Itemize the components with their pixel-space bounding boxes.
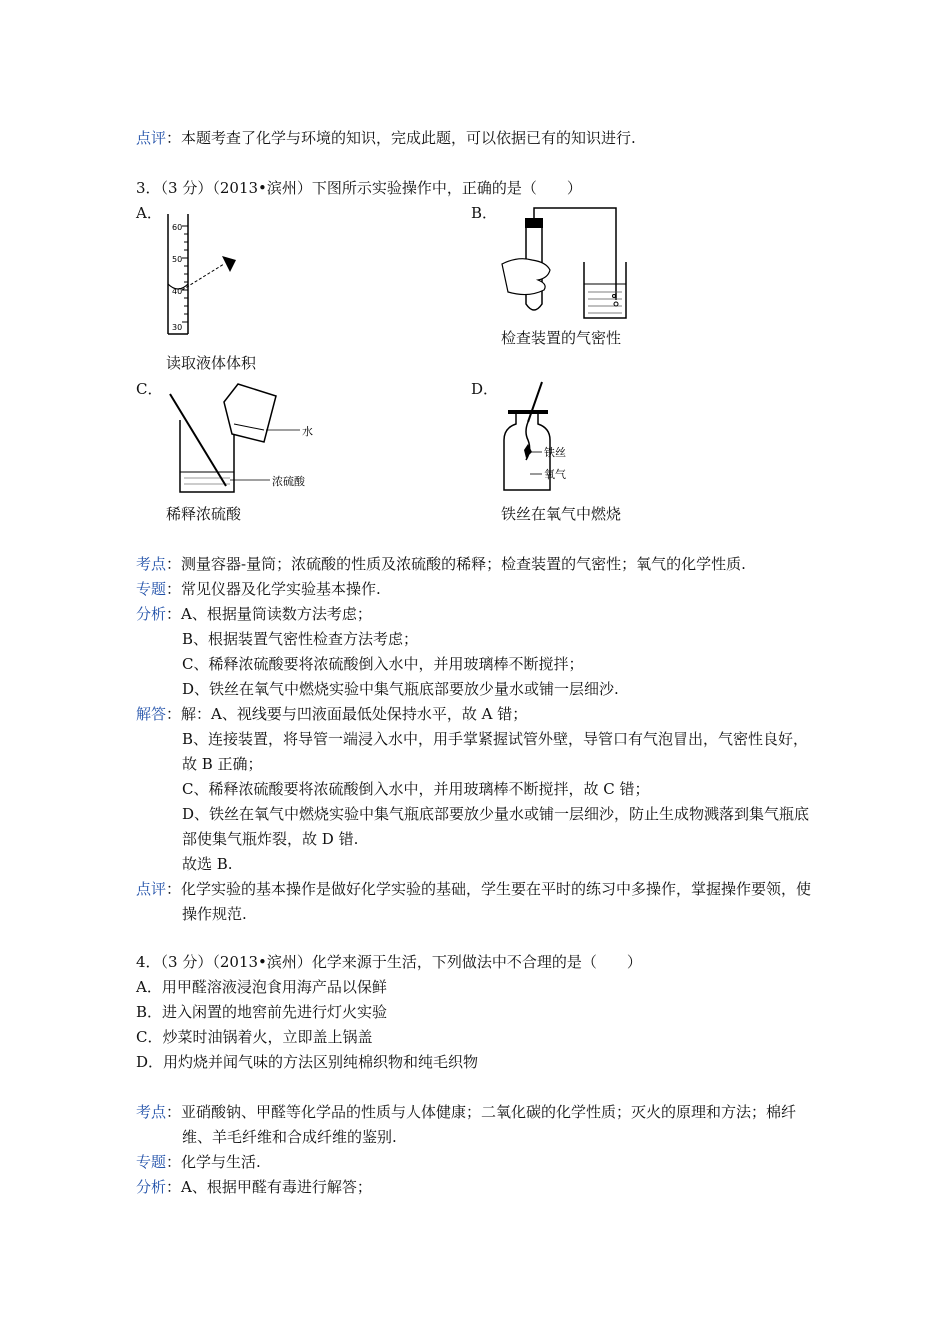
tick-label: 40 [172,287,183,296]
jieda-line: B、连接装置，将导管一端浸入水中，用手掌紧握试管外壁，导管口有气泡冒出，气密性良好，故 B 正确； [182,730,809,773]
jieda-row [136,702,816,727]
q3-caption-c: 稀释浓硫酸 [166,505,242,523]
figure-c-dilution [160,380,330,498]
zhuanti-text: ：化学与生活. [166,1153,261,1171]
tick-label: 30 [172,323,183,332]
jieda-line: D、铁丝在氧气中燃烧实验中集气瓶底部要放少量水或铺一层细沙，防止生成物溅落到集气瓶底部使集气瓶炸裂，故 D 错. [182,805,810,848]
comment-text: ：本题考查了化学与环境的知识，完成此题，可以依据已有的知识进行. [166,129,636,147]
q3-option-b-letter: B． [471,204,498,222]
top-comment [136,126,816,151]
zhuanti-label: 专题 [136,1153,167,1171]
q4-option: C．炒菜时油锅着火，立即盖上锅盖 [136,1028,373,1046]
fenxi-text: ：A、根据甲醛有毒进行解答； [166,1178,372,1196]
q4-analysis [136,1100,816,1200]
fenxi-row [136,1175,816,1200]
kaodian-text: ：亚硝酸钠、甲醛等化学品的性质与人体健康；二氧化碳的化学性质；灭火的原理和方法；棉纤维、羊毛纤维和合成纤维的鉴别. [166,1103,797,1146]
oxygen-label: 氧气 [544,468,566,481]
q3-caption-d: 铁丝在氧气中燃烧 [501,505,622,523]
fenxi-line: ：A、根据量筒读数方法考虑； [166,605,372,623]
eye-icon [222,256,236,272]
q4-stem: 4．（3 分）（2013•滨州）化学来源于生活，下列做法中不合理的是（ ） [136,953,642,971]
q3-caption-a: 读取液体体积 [166,354,257,372]
kaodian-row [136,1100,816,1150]
q3-option-c-letter: C． [136,380,163,398]
q3-caption-b: 检查装置的气密性 [501,329,622,347]
q4-block [136,950,816,1075]
q3-option-a-letter: A． [136,204,162,222]
dianping-text: ：化学实验的基本操作是做好化学实验的基础，学生要在平时的练习中多操作，掌握操作要领，使操作规范. [166,880,812,923]
figure-d-iron-wire [498,378,608,496]
comment-label: 点评 [136,129,167,147]
iron-wire-label: 铁丝 [544,446,566,459]
dianping-label: 点评 [136,880,167,898]
kaodian-row [136,552,816,577]
fenxi-row [136,602,816,627]
kaodian-text: ：测量容器-量筒；浓硫酸的性质及浓硫酸的稀释；检查装置的气密性；氧气的化学性质. [166,555,746,573]
zhuanti-row [136,577,816,602]
fenxi-label: 分析 [136,1178,167,1196]
water-label: 水 [302,425,313,438]
kaodian-label: 考点 [136,1103,167,1121]
jieda-line: 故选 B. [182,855,233,873]
q4-option: D．用灼烧并闻气味的方法区别纯棉织物和纯毛织物 [136,1053,479,1071]
figure-b-airtightness [498,204,638,322]
figure-a-cylinder [160,212,250,338]
zhuanti-row [136,1150,816,1175]
fenxi-line: C、稀释浓硫酸要将浓硫酸倒入水中，并用玻璃棒不断搅拌； [182,655,584,673]
q3-stem: 3．（3 分）（2013•滨州）下图所示实验操作中，正确的是（ ） [136,179,582,197]
q4-option: B．进入闲置的地窖前先进行灯火实验 [136,1003,388,1021]
tick-label: 60 [172,223,183,232]
fenxi-line: B、根据装置气密性检查方法考虑； [182,630,419,648]
jieda-label: 解答 [136,705,167,723]
fenxi-line: D、铁丝在氧气中燃烧实验中集气瓶底部要放少量水或铺一层细沙. [182,680,619,698]
q3-analysis [136,552,816,927]
hand-icon [502,259,550,295]
fenxi-label: 分析 [136,605,167,623]
jieda-line: C、稀释浓硫酸要将浓硫酸倒入水中，并用玻璃棒不断搅拌，故 C 错； [182,780,650,798]
acid-label: 浓硫酸 [272,475,305,488]
zhuanti-label: 专题 [136,580,167,598]
jieda-line: ：解：A、视线要与凹液面最低处保持水平，故 A 错； [166,705,528,723]
dianping-row [136,877,816,927]
kaodian-label: 考点 [136,555,167,573]
tick-label: 50 [172,255,183,264]
q4-option: A．用甲醛溶液浸泡食用海产品以保鲜 [136,978,387,996]
zhuanti-text: ：常见仪器及化学实验基本操作. [166,580,381,598]
q3-option-d-letter: D． [471,380,499,398]
